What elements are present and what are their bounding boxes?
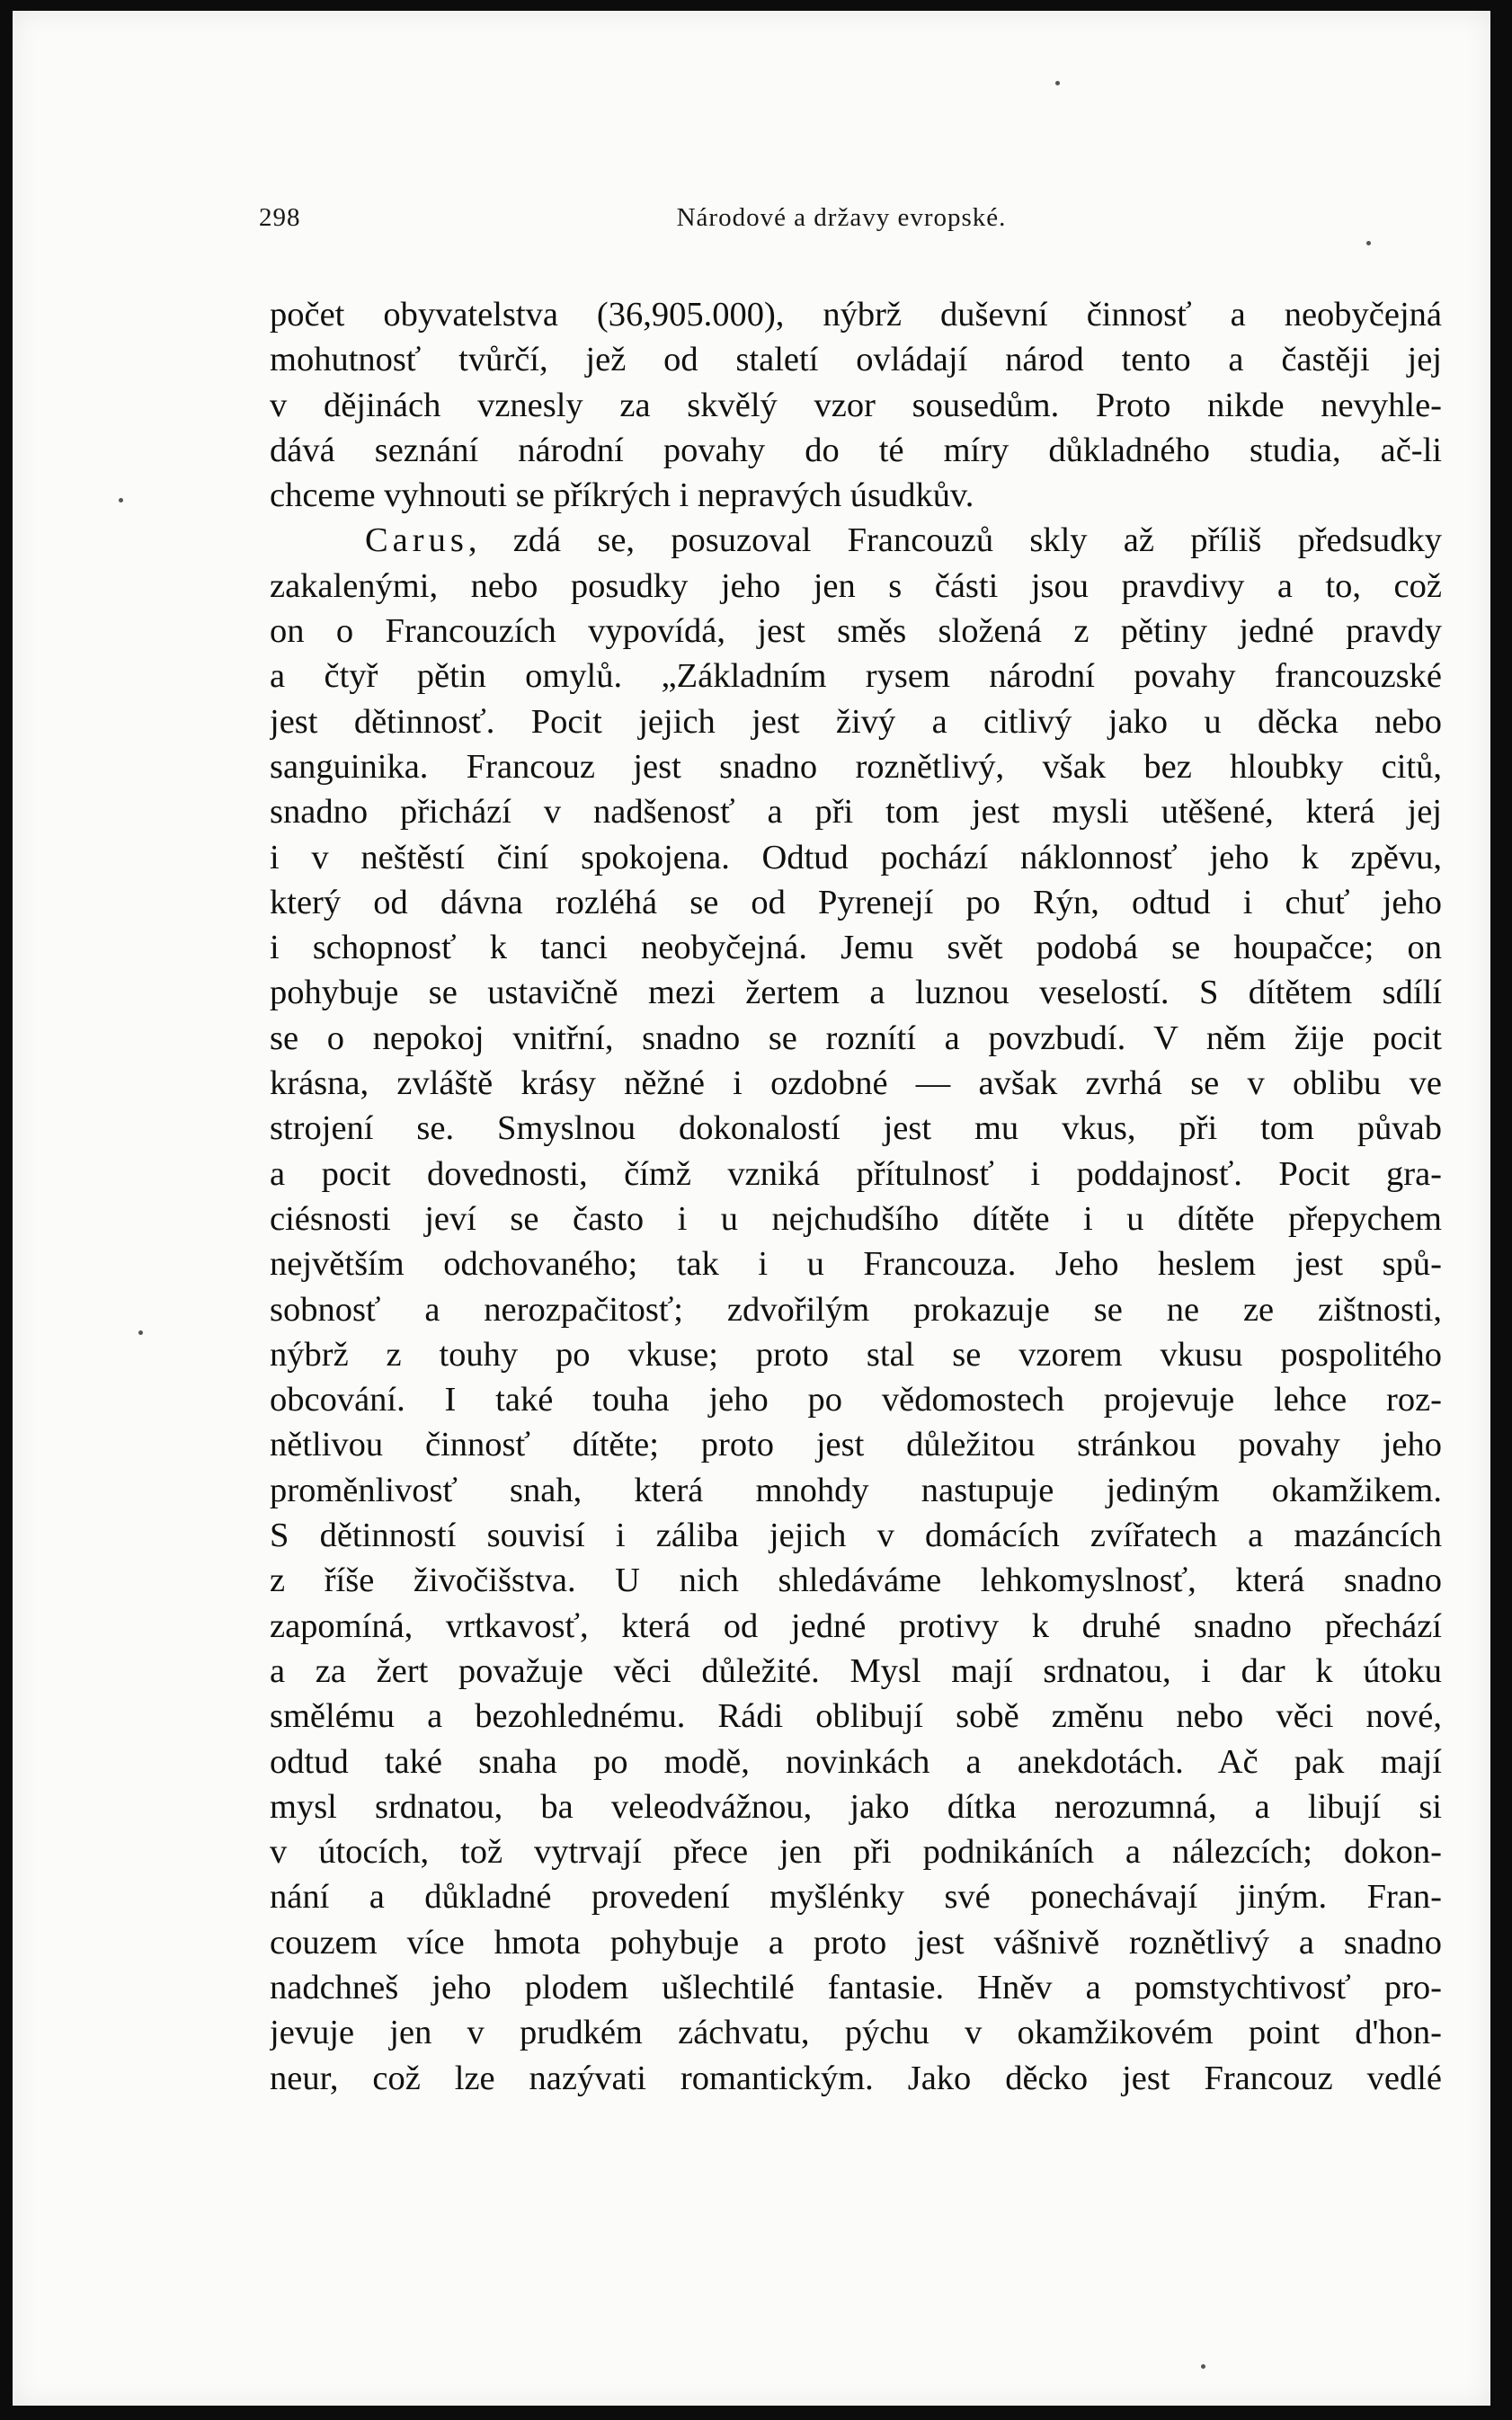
- text-line: sobnosť a nerozpačitosť; zdvořilým prokazuje se ne ze zištnosti,: [270, 1290, 1442, 1329]
- scan-speck: [138, 1330, 143, 1335]
- text-line: jest dětinnosť. Pocit jejich jest živý a citlivý jako u děcka nebo: [270, 702, 1442, 741]
- text-line: a za žert považuje věci důležité. Mysl mají srdnatou, i dar k útoku: [270, 1651, 1442, 1690]
- text-line: v dějinách vznesly za skvělý vzor sousedům. Proto nikde nevyhle-: [270, 386, 1442, 424]
- text-line: i v neštěstí činí spokojena. Odtud pochází náklonnosť jeho k zpěvu,: [270, 838, 1442, 876]
- text-line: nání a důkladné provedení myšlénky své ponechávají jiným. Fran-: [270, 1878, 1442, 1917]
- text-line: couzem více hmota pohybuje a proto jest vášnivě roznětlivý a snadno: [270, 1923, 1442, 1962]
- text-line: [270, 518, 1442, 563]
- scan-speck: [1366, 241, 1371, 245]
- text-line: ciésnosti jeví se často i u nejchudšího dítěte i u dítěte přepychem: [270, 1199, 1442, 1238]
- text-line: který od dávna rozléhá se od Pyrenejí po Rýn, odtud i chuť jeho: [270, 883, 1442, 921]
- text-line: odtud také snaha po modě, novinkách a anekdotách. Ač pak mají: [270, 1742, 1442, 1781]
- text-line: on o Francouzích vypovídá, jest směs složená z pětiny jedné pravdy: [270, 612, 1442, 651]
- first-line-text: , zdá se, posuzoval Francouzů skly až příliš předsudky: [467, 521, 1442, 560]
- scan-speck: [1055, 81, 1060, 85]
- text-line: pohybuje se ustavičně mezi žertem a luznou veselostí. S dítětem sdílí: [270, 974, 1442, 1012]
- text-line: proměnlivosť snah, která mnohdy nastupuje jediným okamžikem.: [270, 1471, 1442, 1509]
- text-line: jevuje jen v prudkém záchvatu, pýchu v okamžikovém point d'hon-: [270, 2014, 1442, 2052]
- body-text: [270, 292, 1442, 2101]
- text-line: dává seznání národní povahy do té míry důkladného studia, ač-li: [270, 431, 1442, 469]
- text-line: nětlivou činnosť dítěte; proto jest důležitou stránkou povahy jeho: [270, 1426, 1442, 1464]
- text-line: krásna, zvláště krásy něžné i ozdobné — avšak zvrhá se v oblibu ve: [270, 1064, 1442, 1103]
- paragraph-2-lines: [270, 564, 1442, 2101]
- paragraph-2: [270, 518, 1442, 2100]
- text-line: strojení se. Smyslnou dokonalostí jest mu vkus, při tom půvab: [270, 1109, 1442, 1148]
- scan-speck: [1201, 2364, 1205, 2369]
- text-line: a pocit dovednosti, čímž vzniká přítulnosť i poddajnosť. Pocit gra-: [270, 1154, 1442, 1193]
- paragraph-1: [270, 292, 1442, 518]
- running-title: Národové a državy evropské.: [676, 203, 1007, 232]
- text-line: zapomíná, vrtkavosť, která od jedné protivy k druhé snadno přechází: [270, 1606, 1442, 1645]
- text-line: S dětinností souvisí i záliba jejich v domácích zvířatech a mazáncích: [270, 1517, 1442, 1555]
- text-line: počet obyvatelstva (36,905.000), nýbrž duševní činnosť a neobyčejná: [270, 296, 1442, 334]
- text-line: neur, což lze nazývati romantickým. Jako děcko jest Francouz vedlé: [270, 2059, 1442, 2097]
- page-number: 298: [259, 203, 301, 232]
- text-line: smělému a bezohlednému. Rádi oblibují sobě změnu nebo věci nové,: [270, 1697, 1442, 1736]
- text-line: sanguinika. Francouz jest snadno roznětlivý, však bez hloubky citů,: [270, 747, 1442, 786]
- text-line: snadno přichází v nadšenosť a při tom jest mysli utěšené, která jej: [270, 793, 1442, 832]
- text-line: v útocích, tož vytrvají přece jen při podnikáních a nálezcích; dokon-: [270, 1833, 1442, 1872]
- text-line: a čtyř pětin omylů. „Základním rysem národní povahy francouzské: [270, 657, 1442, 696]
- text-line: zakalenými, nebo posudky jeho jen s části jsou pravdivy a to, což: [270, 566, 1442, 605]
- text-line: se o nepokoj vnitřní, snadno se roznítí a povzbudí. V něm žije pocit: [270, 1019, 1442, 1057]
- text-line: i schopnosť k tanci neobyčejná. Jemu svět podobá se houpačce; on: [270, 929, 1442, 967]
- scan-speck: [119, 498, 123, 503]
- text-line: nýbrž z touhy po vkuse; proto stal se vzorem vkusu pospolitého: [270, 1335, 1442, 1374]
- page-header: [259, 203, 1424, 248]
- text-line: mysl srdnatou, ba veleodvážnou, jako dítka nerozumná, a libují si: [270, 1787, 1442, 1826]
- text-line: největším odchovaného; tak i u Francouza. Jeho heslem jest spů-: [270, 1245, 1442, 1284]
- text-line: z říše živočišstva. U nich shledáváme lehkomyslnosť, která snadno: [270, 1561, 1442, 1600]
- text-line: mohutnosť tvůrčí, jež od staletí ovládají národ tento a častěji jej: [270, 341, 1442, 379]
- text-line: chceme vyhnouti se příkrých i nepravých úsudkův.: [270, 476, 974, 515]
- text-line: obcování. I také touha jeho po vědomostech projevuje lehce roz-: [270, 1381, 1442, 1419]
- text-line: nadchneš jeho plodem ušlechtilé fantasie. Hněv a pomstychtivosť pro-: [270, 1968, 1442, 2006]
- author-name: Carus: [365, 521, 468, 560]
- book-page: [13, 11, 1490, 2406]
